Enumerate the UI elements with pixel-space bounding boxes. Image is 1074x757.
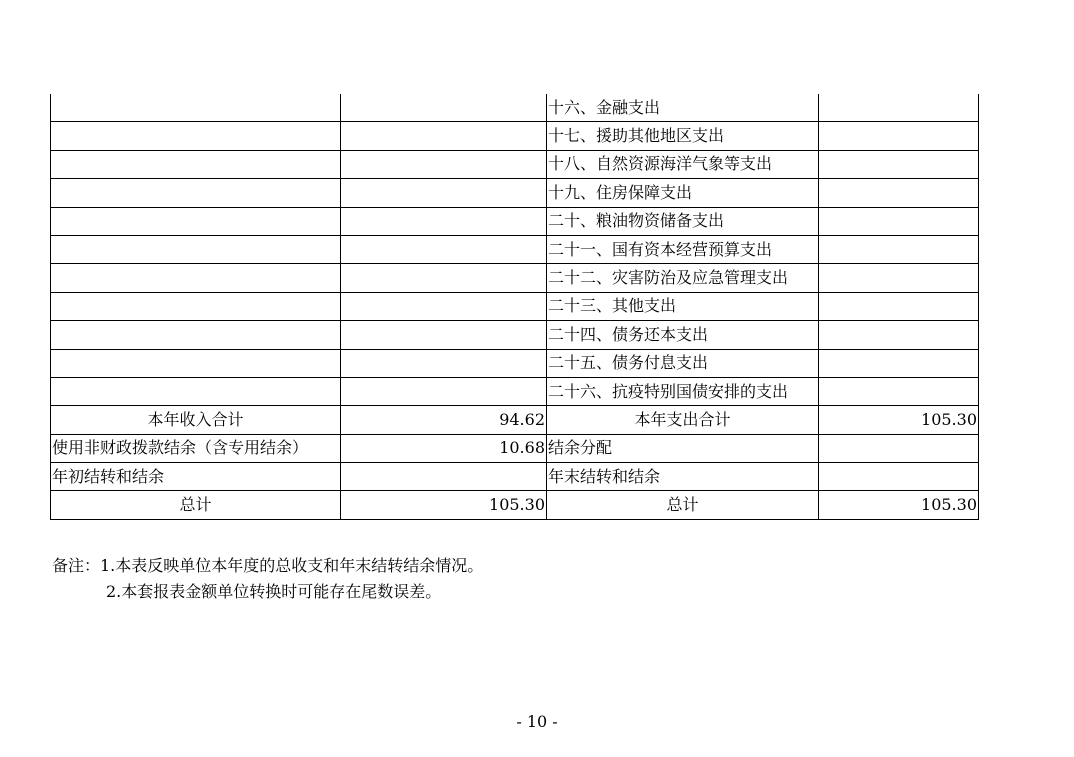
- end-balance-value: [819, 463, 979, 491]
- begin-balance-value: [341, 463, 547, 491]
- income-amount-cell: [341, 94, 547, 122]
- expense-item-label: 二十二、灾害防治及应急管理支出: [547, 264, 819, 292]
- expense-item-label: 二十三、其他支出: [547, 292, 819, 320]
- expense-item-label: 十八、自然资源海洋气象等支出: [547, 150, 819, 178]
- income-item-cell: [51, 94, 341, 122]
- income-total-value: 94.62: [341, 406, 547, 434]
- expense-item-row: [51, 179, 979, 207]
- annual-total-row: [51, 406, 979, 434]
- nonfiscal-row: [51, 434, 979, 462]
- note-line-1: 备注：1.本表反映单位本年度的总收支和年末结转结余情况。: [52, 556, 484, 575]
- income-amount-cell: [341, 122, 547, 150]
- expense-item-label: 二十一、国有资本经营预算支出: [547, 235, 819, 263]
- income-amount-cell: [341, 207, 547, 235]
- expense-item-label: 十七、援助其他地区支出: [547, 122, 819, 150]
- expense-amount-cell: [819, 122, 979, 150]
- income-amount-cell: [341, 321, 547, 349]
- expense-item-row: [51, 150, 979, 178]
- income-amount-cell: [341, 150, 547, 178]
- note-line-2: 2.本套报表金额单位转换时可能存在尾数误差。: [106, 582, 442, 601]
- expense-item-row: [51, 292, 979, 320]
- expense-amount-cell: [819, 235, 979, 263]
- grand-total-value-left: 105.30: [341, 491, 547, 519]
- nonfiscal-value: 10.68: [341, 434, 547, 462]
- income-amount-cell: [341, 179, 547, 207]
- income-item-cell: [51, 150, 341, 178]
- expense-amount-cell: [819, 292, 979, 320]
- expense-item-row: [51, 235, 979, 263]
- expense-item-row: [51, 94, 979, 122]
- page-number: - 10 -: [516, 712, 558, 731]
- notes: [52, 553, 483, 605]
- income-amount-cell: [341, 349, 547, 377]
- expense-item-label: 二十、粮油物资储备支出: [547, 207, 819, 235]
- grand-total-value-right: 105.30: [819, 491, 979, 519]
- surplus-distribution-label: 结余分配: [547, 434, 819, 462]
- expense-item-label: 二十六、抗疫特别国债安排的支出: [547, 377, 819, 405]
- income-item-cell: [51, 264, 341, 292]
- expense-total-value: 105.30: [819, 406, 979, 434]
- nonfiscal-label: 使用非财政拨款结余（含专用结余）: [51, 434, 341, 462]
- balance-row: [51, 463, 979, 491]
- expense-amount-cell: [819, 150, 979, 178]
- expense-items-body: [51, 94, 979, 406]
- end-balance-label: 年末结转和结余: [547, 463, 819, 491]
- expense-item-label: 十九、住房保障支出: [547, 179, 819, 207]
- expense-amount-cell: [819, 264, 979, 292]
- income-item-cell: [51, 179, 341, 207]
- expense-item-label: 十六、金融支出: [547, 94, 819, 122]
- expense-amount-cell: [819, 349, 979, 377]
- grand-total-row: [51, 491, 979, 519]
- income-item-cell: [51, 377, 341, 405]
- totals-body: [51, 406, 979, 520]
- grand-total-label-right: 总计: [547, 491, 819, 519]
- income-item-cell: [51, 292, 341, 320]
- begin-balance-label: 年初结转和结余: [51, 463, 341, 491]
- income-amount-cell: [341, 264, 547, 292]
- expense-amount-cell: [819, 377, 979, 405]
- income-amount-cell: [341, 235, 547, 263]
- expense-amount-cell: [819, 207, 979, 235]
- income-item-cell: [51, 321, 341, 349]
- expense-item-label: 二十四、债务还本支出: [547, 321, 819, 349]
- expense-amount-cell: [819, 94, 979, 122]
- expense-amount-cell: [819, 321, 979, 349]
- expense-item-row: [51, 207, 979, 235]
- income-item-cell: [51, 122, 341, 150]
- grand-total-label-left: 总计: [51, 491, 341, 519]
- expense-item-label: 二十五、债务付息支出: [547, 349, 819, 377]
- expense-amount-cell: [819, 179, 979, 207]
- income-amount-cell: [341, 292, 547, 320]
- income-total-label: 本年收入合计: [51, 406, 341, 434]
- income-item-cell: [51, 349, 341, 377]
- expense-item-row: [51, 264, 979, 292]
- income-amount-cell: [341, 377, 547, 405]
- income-item-cell: [51, 235, 341, 263]
- expense-item-row: [51, 377, 979, 405]
- expense-item-row: [51, 122, 979, 150]
- budget-summary-table: [50, 94, 979, 520]
- expense-item-row: [51, 349, 979, 377]
- income-item-cell: [51, 207, 341, 235]
- surplus-distribution-value: [819, 434, 979, 462]
- expense-total-label: 本年支出合计: [547, 406, 819, 434]
- expense-item-row: [51, 321, 979, 349]
